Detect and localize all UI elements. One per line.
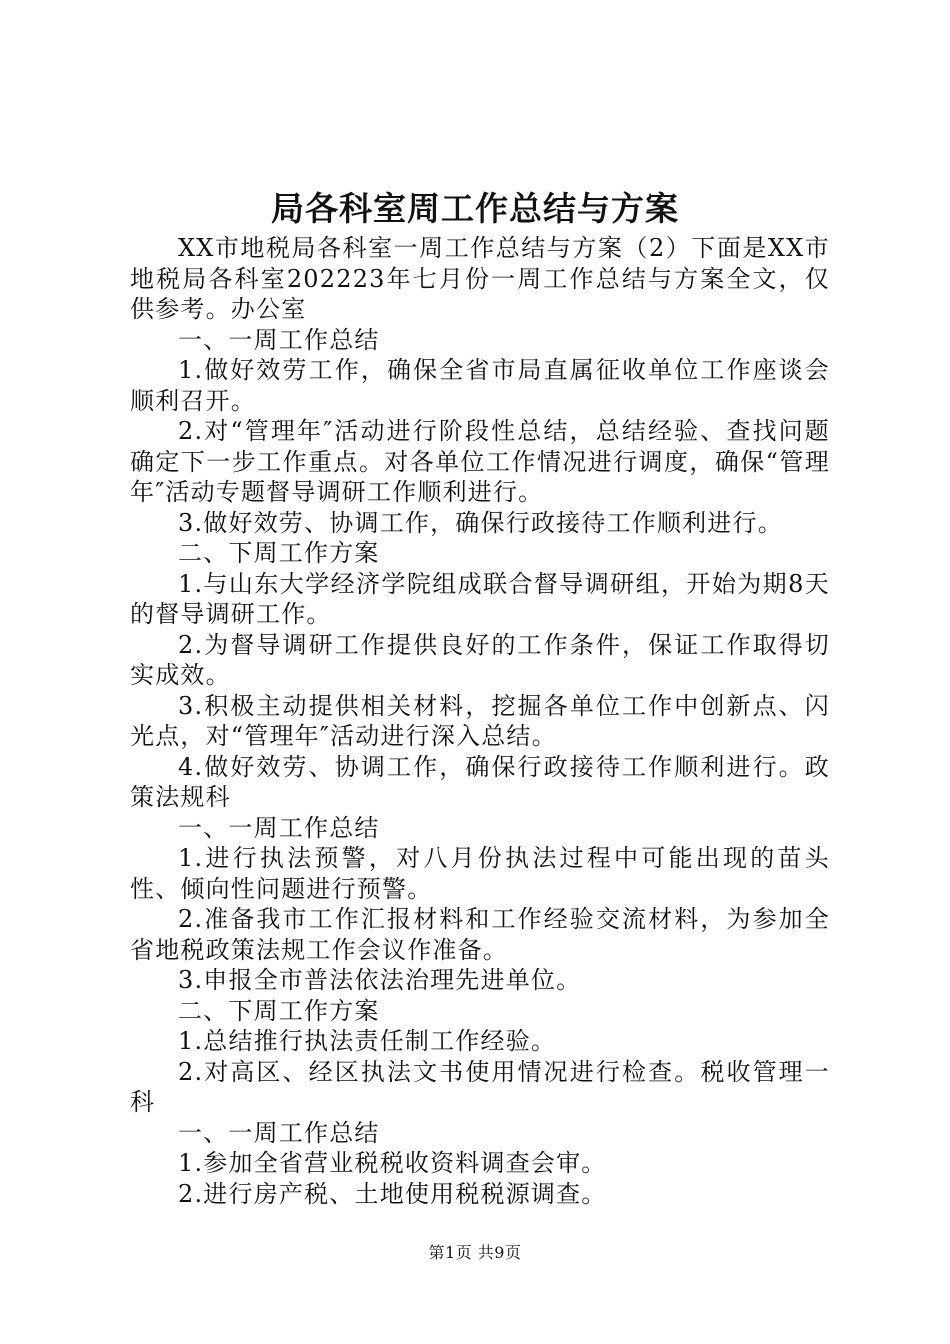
list-item: 2.准备我市工作汇报材料和工作经验交流材料，为参加全省地税政策法规工作会议作准备。 — [130, 905, 830, 964]
document-title: 局各科室周工作总结与方案 — [271, 189, 679, 228]
section-heading: 一、一周工作总结 — [178, 325, 380, 354]
list-item: 1.做好效劳工作，确保全省市局直属征收单位工作座谈会顺利召开。 — [130, 356, 830, 415]
list-item: 2.对“管理年″活动进行阶段性总结，总结经验、查找问题确定下一步工作重点。对各单位工作情况进行调度，确保“管理年″活动专题督导调研工作顺利进行。 — [130, 417, 830, 506]
list-item: 3.做好效劳、协调工作，确保行政接待工作顺利进行。 — [178, 508, 783, 537]
list-item: 2.对高区、经区执法文书使用情况进行检查。税收管理一科 — [130, 1057, 830, 1116]
list-item: 3.申报全市普法依法治理先进单位。 — [178, 966, 582, 994]
list-item: 1.总结推行执法责任制工作经验。 — [178, 1027, 557, 1055]
list-item: 4.做好效劳、协调工作，确保行政接待工作顺利进行。政策法规科 — [130, 752, 830, 811]
list-item: 1.参加全省营业税税收资料调查会审。 — [178, 1149, 607, 1177]
document-body — [130, 233, 830, 1209]
list-item: 1.进行执法预警，对八月份执法过程中可能出现的苗头性、倾向性问题进行预警。 — [130, 844, 830, 903]
list-item: 2.进行房产税、土地使用税税源调查。 — [178, 1179, 607, 1208]
section-heading: 二、下周工作方案 — [178, 996, 380, 1025]
page-footer: 第1页 共9页 — [428, 1243, 522, 1262]
list-item: 3.积极主动提供相关材料，挖掘各单位工作中创新点、闪光点，对“管理年″活动进行深入总结。 — [130, 691, 830, 750]
section-heading: 二、下周工作方案 — [178, 539, 380, 567]
paragraph-intro: XX市地税局各科室一周工作总结与方案（2）下面是XX市地税局各科室202223年七月份一周工作总结与方案全文，仅供参考。办公室 — [130, 234, 830, 323]
list-item: 2.为督导调研工作提供良好的工作条件，保证工作取得切实成效。 — [130, 630, 830, 689]
section-heading: 一、一周工作总结 — [178, 1118, 380, 1147]
section-heading: 一、一周工作总结 — [178, 813, 380, 842]
list-item: 1.与山东大学经济学院组成联合督导调研组，开始为期8天的督导调研工作。 — [130, 569, 830, 628]
